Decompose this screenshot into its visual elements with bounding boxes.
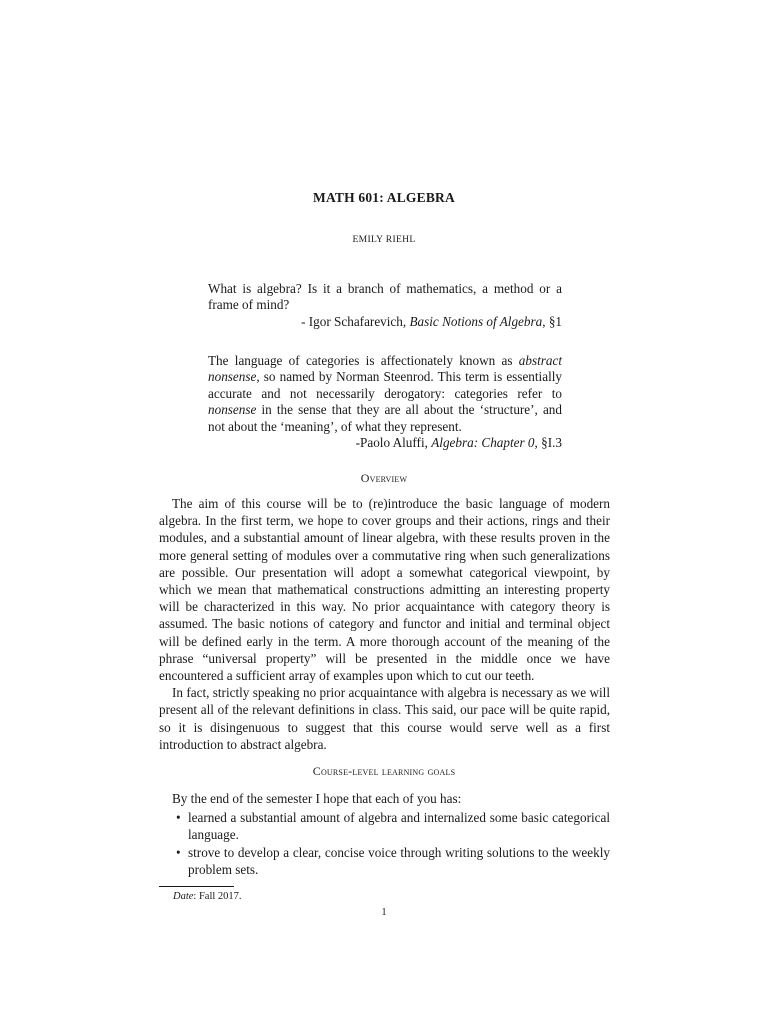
- attribution-work: Algebra: Chapter 0: [431, 435, 535, 451]
- paragraph: The aim of this course will be to (re)introduce the basic language of modern algebra. In the first term, we hope to cover groups and their actions, rings and their modules, and a substantial amount of linear algebra, with these results proven in the more general setting of modules over a commutative ring when such generalizations are possible. Our presentation will adopt a somewhat categorical viewpoint, by which we mean that mathematical constructions admitting an interesting property will be characterized in this way. No prior acquaintance with category theory is assumed. The basic notions of category and functor and initial and terminal object will be defined early in the term. A more thorough account of the meaning of the phrase “universal property” will be presented in the middle once we have encountered a sufficient array of examples upon which to cut our teeth.: [159, 496, 610, 684]
- attribution-author: - Igor Schafarevich,: [301, 313, 410, 329]
- quote-emphasis: abstract nonsense: [208, 353, 562, 385]
- goals-section: [159, 790, 610, 878]
- epigraph-aluffi: [208, 353, 562, 451]
- footnote-label: Date: [173, 891, 194, 902]
- paragraph: In fact, strictly speaking no prior acquaintance with algebra is necessary as we will present all of the relevant definitions in class. This said, our pace will be quite rapid, so it is disingenuous to suggest that this course would serve well as a first introduction to abstract algebra.: [159, 685, 610, 752]
- epigraph-quote: What is algebra? Is it a branch of mathematics, a method or a frame of mind?: [208, 281, 562, 313]
- footnote-text: : Fall 2017.: [193, 891, 242, 902]
- footnote: [173, 891, 242, 902]
- list-item-text: learned a substantial amount of algebra and internalized some basic categorical language.: [188, 810, 610, 843]
- attribution-section: , §I.3: [534, 435, 562, 451]
- section-heading-goals: Course-level learning goals: [312, 764, 456, 778]
- list-item: [159, 809, 610, 843]
- overview-section: [159, 495, 610, 753]
- quote-emphasis: nonsense: [208, 402, 257, 418]
- epigraph-attribution: [208, 314, 562, 330]
- epigraph-attribution: [208, 435, 562, 451]
- list-item: [159, 844, 610, 878]
- goals-intro: By the end of the semester I hope that each of you has:: [172, 791, 462, 806]
- epigraph-schafarevich: [208, 281, 562, 330]
- section-heading-overview: Overview: [360, 471, 408, 485]
- bullet-icon: •: [176, 810, 181, 826]
- attribution-author: -Paolo Aluffi,: [355, 435, 432, 451]
- document-title: MATH 601: ALGEBRA: [313, 190, 455, 205]
- quote-text: The language of categories is affectionately known as: [208, 353, 519, 368]
- attribution-section: , §1: [542, 313, 562, 329]
- epigraph-quote: [208, 353, 562, 435]
- attribution-work: Basic Notions of Algebra: [409, 313, 543, 329]
- bullet-icon: •: [176, 844, 181, 860]
- page-number: 1: [381, 907, 387, 918]
- quote-text: in the sense that they are all about the ‘structure’, and not about the ‘meaning’, of what they represent.: [208, 402, 562, 434]
- quote-text: , so named by Norman Steenrod. This term is essentially accurate and not necessarily derogatory: categories refer to: [208, 369, 562, 401]
- footnote-rule: [159, 886, 234, 887]
- document-author: EMILY RIEHL: [352, 234, 416, 245]
- goals-list: [159, 809, 610, 878]
- list-item-text: strove to develop a clear, concise voice through writing solutions to the weekly problem sets.: [188, 844, 610, 877]
